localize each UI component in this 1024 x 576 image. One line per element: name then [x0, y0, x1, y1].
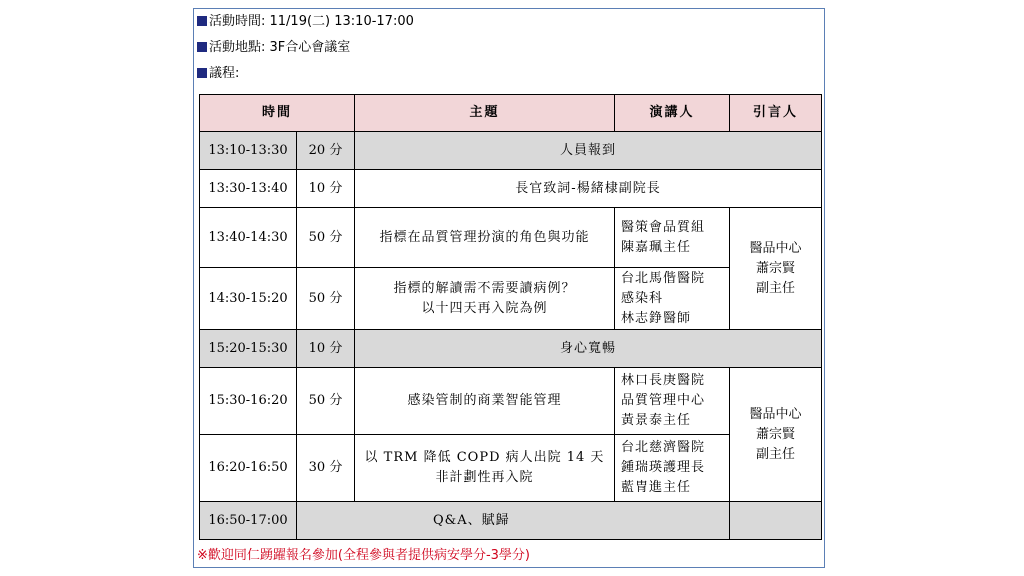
- info-agenda: [197, 66, 239, 82]
- row-duration: 20 分: [297, 132, 355, 170]
- speaker-line: 醫策會品質組: [621, 219, 706, 235]
- table-row: [200, 435, 822, 502]
- row-time: 14:30-15:20: [200, 268, 297, 330]
- host-line: 副主任: [755, 280, 795, 296]
- host-cell: [730, 368, 822, 502]
- host-line: 醫品中心: [749, 240, 802, 256]
- row-time: 16:50-17:00: [200, 502, 297, 540]
- registration-note: ※歡迎同仁踴躍報名參加(全程參與者提供病安學分-3學分): [197, 548, 530, 563]
- speaker-line: 藍冑進主任: [621, 480, 692, 495]
- table-row: [200, 208, 822, 268]
- topic-line: 以十四天再入院為例: [421, 300, 548, 316]
- bullet-square-icon: [197, 68, 207, 78]
- row-duration: 50 分: [297, 268, 355, 330]
- header-topic: 主題: [355, 95, 615, 132]
- row-duration: 30 分: [297, 435, 355, 502]
- speaker-line: 感染科: [621, 290, 664, 306]
- table-row: [200, 132, 822, 170]
- host-line: 副主任: [755, 446, 795, 462]
- table-row: [200, 368, 822, 435]
- row-speaker: [615, 368, 730, 435]
- row-speaker: [615, 208, 730, 268]
- info-time-text: 活動時間: 11/19(二) 13:10-17:00: [209, 14, 414, 29]
- row-duration: 10 分: [297, 170, 355, 208]
- row-time: 15:30-16:20: [200, 368, 297, 435]
- bullet-square-icon: [197, 42, 207, 52]
- speaker-line: 陳嘉珮主任: [621, 239, 692, 255]
- row-topic: 人員報到: [355, 132, 822, 170]
- table-row: [200, 502, 822, 540]
- speaker-line: 鍾瑞瑛護理長: [621, 460, 706, 475]
- row-time: 13:10-13:30: [200, 132, 297, 170]
- row-topic: [355, 268, 615, 330]
- table-row: [200, 330, 822, 368]
- host-cell: [730, 208, 822, 330]
- info-place: [197, 40, 350, 56]
- table-row: [200, 268, 822, 330]
- row-topic: 感染管制的商業智能管理: [355, 368, 615, 435]
- row-time: 15:20-15:30: [200, 330, 297, 368]
- empty-host-cell: [730, 502, 822, 540]
- bullet-square-icon: [197, 16, 207, 26]
- header-speaker: 演講人: [615, 95, 730, 132]
- agenda-table: [199, 94, 822, 540]
- speaker-line: 台北慈濟醫院: [621, 440, 706, 455]
- table-row: [200, 170, 822, 208]
- topic-line: 以 TRM 降低 COPD 病人出院 14 天: [364, 450, 605, 465]
- info-place-text: 活動地點: 3F合心會議室: [209, 40, 351, 55]
- info-agenda-text: 議程:: [209, 66, 240, 81]
- row-time: 13:40-14:30: [200, 208, 297, 268]
- row-topic: Q&A、賦歸: [297, 502, 730, 540]
- info-time: [197, 14, 414, 30]
- row-time: 16:20-16:50: [200, 435, 297, 502]
- host-line: 蕭宗賢: [755, 260, 795, 276]
- row-topic: 長官致詞-楊緒棣副院長: [355, 170, 822, 208]
- speaker-line: 品質管理中心: [621, 393, 706, 408]
- speaker-line: 林志錚醫師: [621, 310, 692, 326]
- row-time: 13:30-13:40: [200, 170, 297, 208]
- row-duration: 50 分: [297, 208, 355, 268]
- row-topic: 指標在品質管理扮演的角色與功能: [355, 208, 615, 268]
- row-speaker: [615, 268, 730, 330]
- host-line: 蕭宗賢: [755, 426, 795, 442]
- topic-line: 指標的解讀需不需要讀病例？: [393, 280, 576, 296]
- row-speaker: [615, 435, 730, 502]
- row-duration: 50 分: [297, 368, 355, 435]
- speaker-line: 黃景泰主任: [621, 413, 692, 428]
- topic-line: 非計劃性再入院: [435, 470, 534, 485]
- row-duration: 10 分: [297, 330, 355, 368]
- speaker-line: 林口長庚醫院: [621, 373, 706, 388]
- row-topic: [355, 435, 615, 502]
- header-host: 引言人: [730, 95, 822, 132]
- host-line: 醫品中心: [749, 406, 802, 422]
- speaker-line: 台北馬偕醫院: [621, 270, 706, 286]
- header-time: 時間: [200, 95, 355, 132]
- row-topic: 身心寬暢: [355, 330, 822, 368]
